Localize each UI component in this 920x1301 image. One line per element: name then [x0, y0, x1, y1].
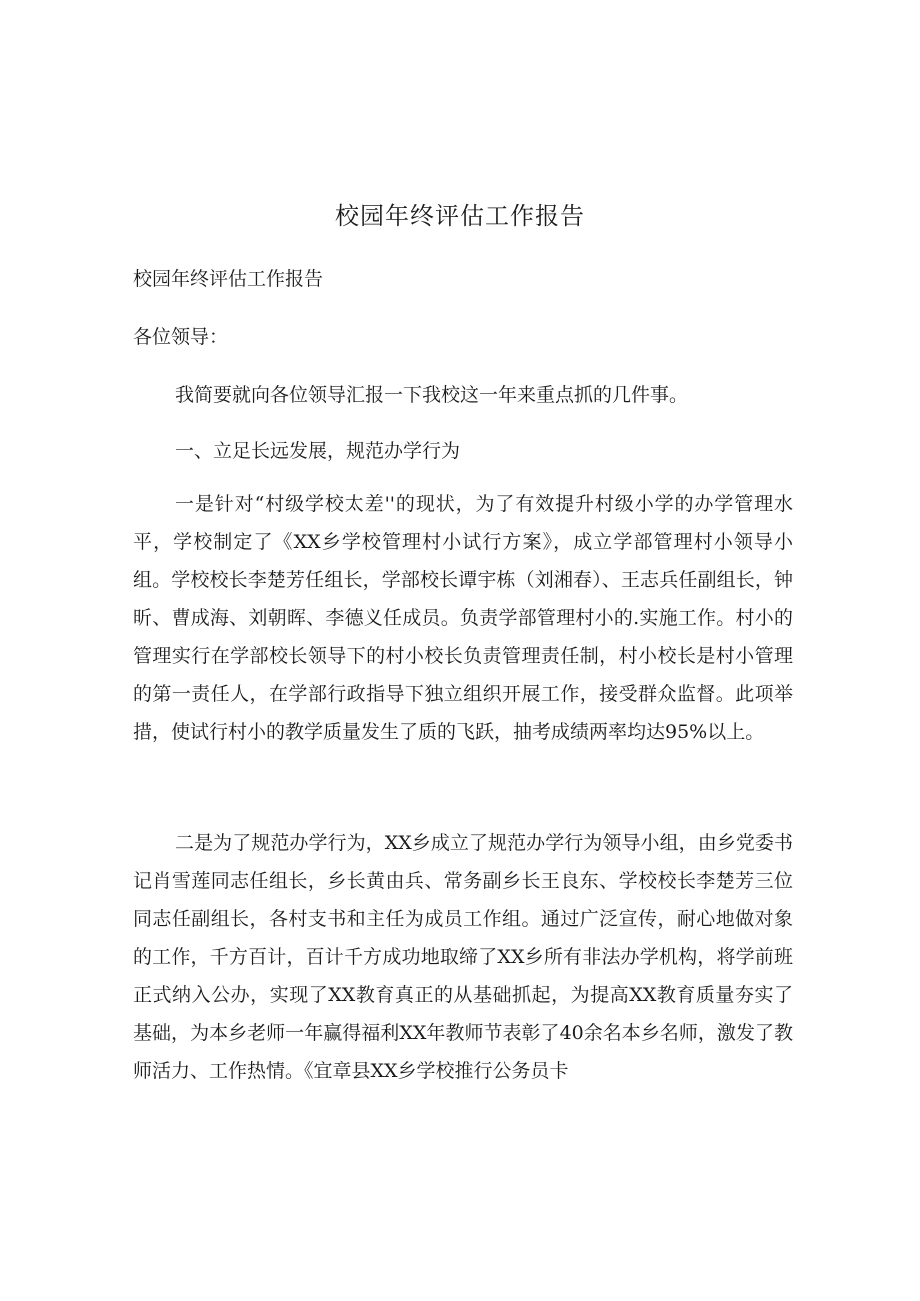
intro-paragraph: 我简要就向各位领导汇报一下我校这一年来重点抓的几件事。 [175, 384, 689, 406]
document-title: 校园年终评估工作报告 [335, 202, 585, 230]
body-paragraph-1: 一是针对“村级学校太差''的现状，为了有效提升村级小学的办学管理水平，学校制定了《XX乡学校管理村小试行方案》，成立学部管理村小领导小组。学校校长李楚芳任组长，学部校长谭宇栋（刘湘春）、王志兵任副组长，钟昕、曹成海、刘朝晖、李德义任成员。负责学部管理村小的.实施工作。村小的管理实行在学部校长领导下的村小校长负责管理责任制，村小校长是村小管理的第一责任人，在学部行政指导下独立组织开展工作，接受群众监督。此项举措，使试行村小的教学质量发生了质的飞跃，抽考成绩两率均达95%以上。 [133, 493, 793, 743]
document-subtitle: 校园年终评估工作报告 [133, 268, 324, 290]
salutation: 各位领导： [133, 326, 229, 348]
section-heading: 一、立足长远发展，规范办学行为 [175, 440, 461, 462]
body-paragraph-2: 二是为了规范办学行为，XX乡成立了规范办学行为领导小组，由乡党委书记肖雪莲同志任组长，乡长黄由兵、常务副乡长王良东、学校校长李楚芳三位同志任副组长，各村支书和主任为成员工作组。通过广泛宣传，耐心地做对象的工作，千方百计，百计千方成功地取缔了XX乡所有非法办学机构，将学前班正式纳入公办，实现了XX教育真正的从基础抓起，为提高XX教育质量夯实了基础，为本乡老师一年赢得福利XX年教师节表彰了40余名本乡名师，激发了教师活力、工作热情。《宜章县XX乡学校推行公务员卡 [133, 832, 793, 1082]
